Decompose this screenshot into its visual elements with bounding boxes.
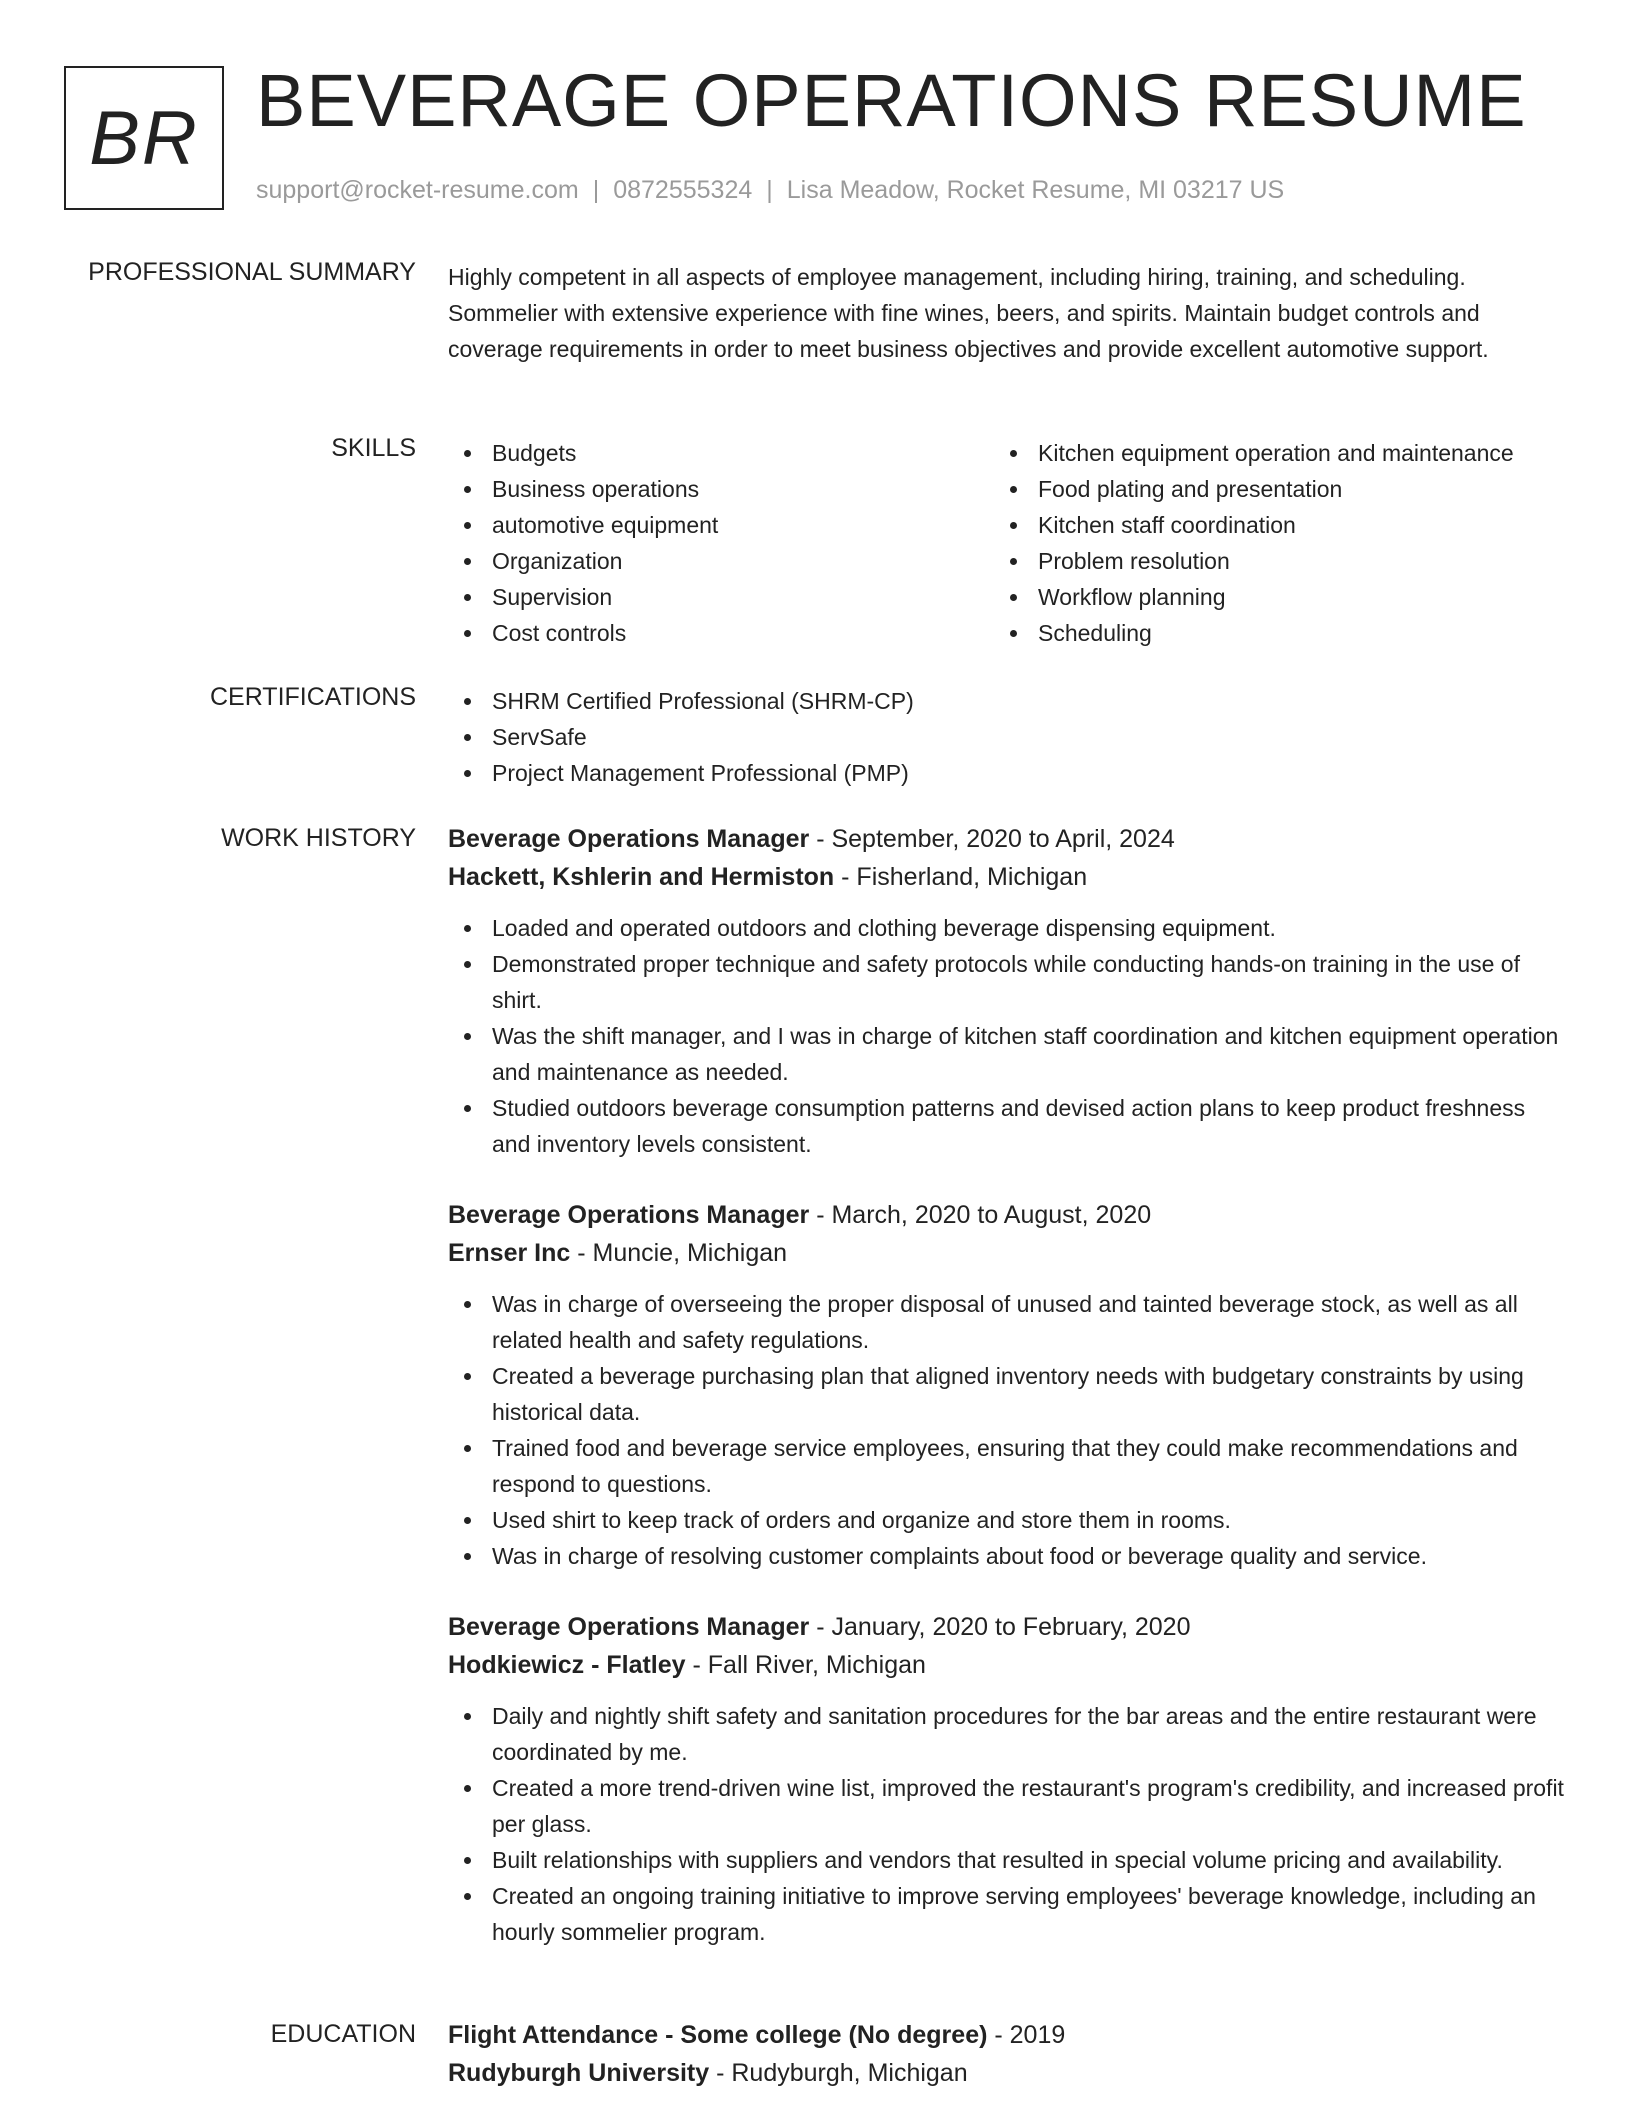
job-bullet: Was the shift manager, and I was in charge of kitchen staff coordination and kitchen equipment operation and maintenance as needed. <box>448 1018 1568 1090</box>
job-bullet: Was in charge of resolving customer complaints about food or beverage quality and service. <box>448 1538 1568 1574</box>
page-title: BEVERAGE OPERATIONS RESUME <box>256 59 1527 142</box>
skill-item: Kitchen staff coordination <box>994 507 1554 543</box>
job-bullet: Created a more trend-driven wine list, improved the restaurant's program's credibility, and increased profit per glass. <box>448 1770 1568 1842</box>
job-entry <box>448 1608 1568 1950</box>
job-bullet: Was in charge of overseeing the proper disposal of unused and tainted beverage stock, as well as all related health and safety regulations. <box>448 1286 1568 1358</box>
job-company: Hodkiewicz - Flatley <box>448 1651 686 1679</box>
skill-item: Workflow planning <box>994 579 1554 615</box>
job-company-line <box>448 1234 1568 1272</box>
skill-item: Supervision <box>448 579 1008 615</box>
summary-label: PROFESSIONAL SUMMARY <box>88 258 416 286</box>
contact-separator: | <box>766 176 773 204</box>
job-bullets <box>448 910 1568 1162</box>
job-location: - Fisherland, Michigan <box>834 863 1088 891</box>
job-title-line <box>448 1196 1568 1234</box>
skill-item: Kitchen equipment operation and maintenance <box>994 435 1554 471</box>
job-title-line <box>448 820 1568 858</box>
contact-email: support@rocket-resume.com <box>256 176 579 204</box>
skill-item: Scheduling <box>994 615 1554 651</box>
summary-text: Highly competent in all aspects of employee management, including hiring, training, and scheduling. Sommelier with extensive experience with fine wines, beers, and spirits. Maintain budget controls and coverage requirements in order to meet business objectives and provide excellent automotive support. <box>448 264 1489 362</box>
certification-item: Project Management Professional (PMP) <box>448 755 1568 791</box>
job-bullet: Daily and nightly shift safety and sanitation procedures for the bar areas and the entire restaurant were coordinated by me. <box>448 1698 1568 1770</box>
skill-item: Cost controls <box>448 615 1008 651</box>
job-bullet: Used shirt to keep track of orders and organize and store them in rooms. <box>448 1502 1568 1538</box>
skill-item: Organization <box>448 543 1008 579</box>
certifications-list <box>448 683 1568 791</box>
education-location: - Rudyburgh, Michigan <box>709 2059 968 2087</box>
job-title: Beverage Operations Manager <box>448 1201 810 1229</box>
job-location: - Muncie, Michigan <box>570 1239 788 1267</box>
job-bullet: Demonstrated proper technique and safety protocols while conducting hands-on training in the use of shirt. <box>448 946 1568 1018</box>
contact-separator: | <box>592 176 600 204</box>
education-year: - 2019 <box>987 2021 1066 2049</box>
skills-list-left <box>448 435 1008 651</box>
job-company-line <box>448 858 1568 896</box>
work-history-label: WORK HISTORY <box>221 824 416 852</box>
job-bullet: Created a beverage purchasing plan that aligned inventory needs with budgetary constraints by using historical data. <box>448 1358 1568 1430</box>
contact-address: Lisa Meadow, Rocket Resume, MI 03217 US <box>786 176 1285 204</box>
skills-list-right <box>994 435 1554 651</box>
contact-phone: 0872555324 <box>613 176 753 204</box>
job-bullet: Created an ongoing training initiative to improve serving employees' beverage knowledge, including an hourly sommelier program. <box>448 1878 1568 1950</box>
skill-item: Food plating and presentation <box>994 471 1554 507</box>
monogram-box <box>64 66 224 210</box>
job-entry <box>448 1196 1568 1574</box>
job-location: - Fall River, Michigan <box>685 1651 926 1679</box>
job-title: Beverage Operations Manager <box>448 1613 810 1641</box>
certification-item: ServSafe <box>448 719 1568 755</box>
job-bullet: Studied outdoors beverage consumption patterns and devised action plans to keep product freshness and inventory levels consistent. <box>448 1090 1568 1162</box>
job-dates: - September, 2020 to April, 2024 <box>809 825 1175 853</box>
skill-item: Problem resolution <box>994 543 1554 579</box>
job-bullet: Built relationships with suppliers and vendors that resulted in special volume pricing and availability. <box>448 1842 1568 1878</box>
job-dates: - January, 2020 to February, 2020 <box>809 1613 1191 1641</box>
contact-line <box>256 176 1284 205</box>
job-company: Hackett, Kshlerin and Hermiston <box>448 863 835 891</box>
certifications-label: CERTIFICATIONS <box>209 683 416 711</box>
job-dates: - March, 2020 to August, 2020 <box>809 1201 1152 1229</box>
certifications-section <box>448 683 1568 791</box>
job-title: Beverage Operations Manager <box>448 825 810 853</box>
education-degree-line <box>448 2016 1568 2054</box>
skill-item: Budgets <box>448 435 1008 471</box>
education-school-line <box>448 2054 1568 2092</box>
job-bullet: Trained food and beverage service employees, ensuring that they could make recommendations and respond to questions. <box>448 1430 1568 1502</box>
education-school: Rudyburgh University <box>448 2059 710 2087</box>
skills-label: SKILLS <box>331 434 416 462</box>
job-company: Ernser Inc <box>448 1239 571 1267</box>
monogram-initials: BR <box>89 95 199 181</box>
job-company-line <box>448 1646 1568 1684</box>
certification-item: SHRM Certified Professional (SHRM-CP) <box>448 683 1568 719</box>
skill-item: automotive equipment <box>448 507 1008 543</box>
education-label: EDUCATION <box>270 2020 416 2048</box>
job-bullets <box>448 1698 1568 1950</box>
education-degree: Flight Attendance - Some college (No degree) <box>448 2021 988 2049</box>
job-entry <box>448 820 1568 1162</box>
education-entry <box>448 2016 1568 2092</box>
skill-item: Business operations <box>448 471 1008 507</box>
job-bullets <box>448 1286 1568 1574</box>
job-bullet: Loaded and operated outdoors and clothing beverage dispensing equipment. <box>448 910 1568 946</box>
job-title-line <box>448 1608 1568 1646</box>
